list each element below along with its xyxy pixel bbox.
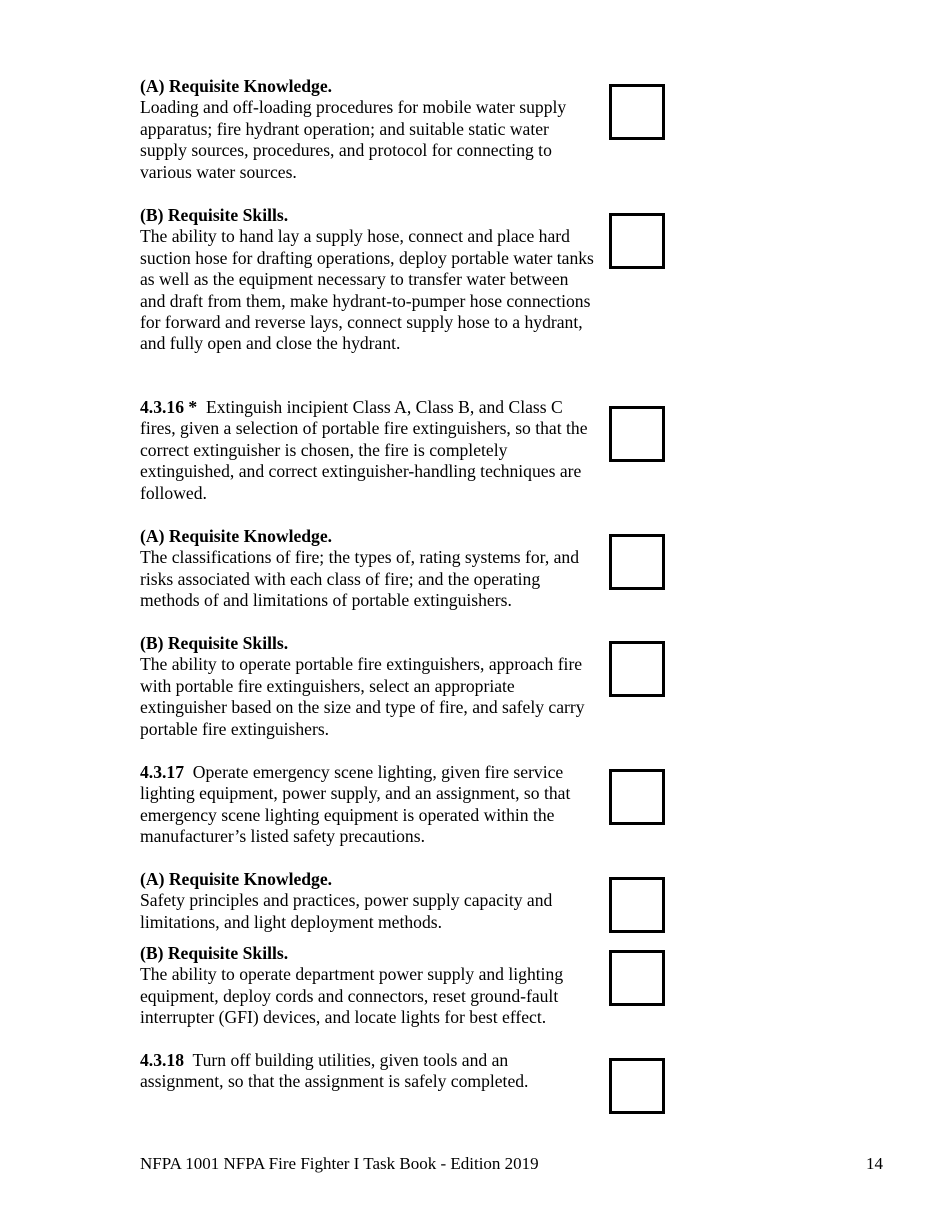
- sign-off-checkbox[interactable]: [609, 1058, 665, 1114]
- section-text: The ability to operate portable fire extinguishers, approach fire with portable fire extinguishers, select an appropriate extinguisher based on the size and type of fire, and safely carry portable fire extinguishers.: [140, 654, 585, 739]
- section-text: The ability to hand lay a supply hose, connect and place hard suction hose for drafting operations, deploy portable water tanks as well as the equipment necessary to transfer water between and draft from them, make hydrant-to-pumper hose connections for forward and reverse lays, connect supply hose to a hydrant, and fully open and close the hydrant.: [140, 226, 594, 354]
- section-4-3-16-requisite-skills: [140, 633, 595, 740]
- section-text: The classifications of fire; the types of, rating systems for, and risks associated with each class of fire; and the operating methods of and limitations of portable extinguishers.: [140, 547, 580, 611]
- section-heading: (B) Requisite Skills.: [140, 633, 289, 653]
- sign-off-checkbox[interactable]: [609, 534, 665, 590]
- section-4-3-18: [140, 1050, 595, 1093]
- section-text: Turn off building utilities, given tools and an assignment, so that the assignment is safely completed.: [140, 1050, 529, 1092]
- section-number: 4.3.17: [140, 762, 184, 782]
- section-text: Safety principles and practices, power supply capacity and limitations, and light deployment methods.: [140, 890, 553, 932]
- sign-off-checkbox[interactable]: [609, 950, 665, 1006]
- sign-off-checkbox[interactable]: [609, 769, 665, 825]
- page-number: 14: [866, 1154, 883, 1173]
- section-4-3-16-requisite-knowledge: [140, 526, 595, 612]
- section-number: 4.3.18: [140, 1050, 184, 1070]
- section-text: Extinguish incipient Class A, Class B, and Class C fires, given a selection of portable fire extinguishers, so that the correct extinguisher is chosen, the fire is completely extinguished, and correct extinguisher-handling techniques are followed.: [140, 397, 588, 503]
- sign-off-checkbox[interactable]: [609, 84, 665, 140]
- section-heading: (A) Requisite Knowledge.: [140, 76, 333, 96]
- footer-title: NFPA 1001 NFPA Fire Fighter I Task Book - Edition 2019: [140, 1154, 539, 1173]
- section-heading: (B) Requisite Skills.: [140, 943, 289, 963]
- section-text: Loading and off-loading procedures for mobile water supply apparatus; fire hydrant operation; and suitable static water supply sources, procedures, and protocol for connecting to various water sources.: [140, 97, 567, 182]
- section-heading: (A) Requisite Knowledge.: [140, 869, 333, 889]
- section-number: 4.3.16 *: [140, 397, 198, 417]
- sign-off-checkbox[interactable]: [609, 406, 665, 462]
- section-4-3-17-requisite-knowledge: [140, 869, 595, 933]
- section-4-3-16: [140, 397, 595, 504]
- sign-off-checkbox[interactable]: [609, 213, 665, 269]
- sign-off-checkbox[interactable]: [609, 641, 665, 697]
- section-text: Operate emergency scene lighting, given fire service lighting equipment, power supply, and an assignment, so that emergency scene lighting equipment is operated within the manufacturer’s listed safety precautions.: [140, 762, 571, 847]
- section-4-3-15-requisite-knowledge: [140, 76, 595, 183]
- section-heading: (B) Requisite Skills.: [140, 205, 289, 225]
- sign-off-checkbox[interactable]: [609, 877, 665, 933]
- section-heading: (A) Requisite Knowledge.: [140, 526, 333, 546]
- section-text: The ability to operate department power supply and lighting equipment, deploy cords and connectors, reset ground-fault interrupter (GFI) devices, and locate lights for best effect.: [140, 964, 564, 1028]
- section-4-3-17-requisite-skills: [140, 943, 595, 1029]
- section-4-3-15-requisite-skills: [140, 205, 595, 355]
- section-4-3-17: [140, 762, 595, 848]
